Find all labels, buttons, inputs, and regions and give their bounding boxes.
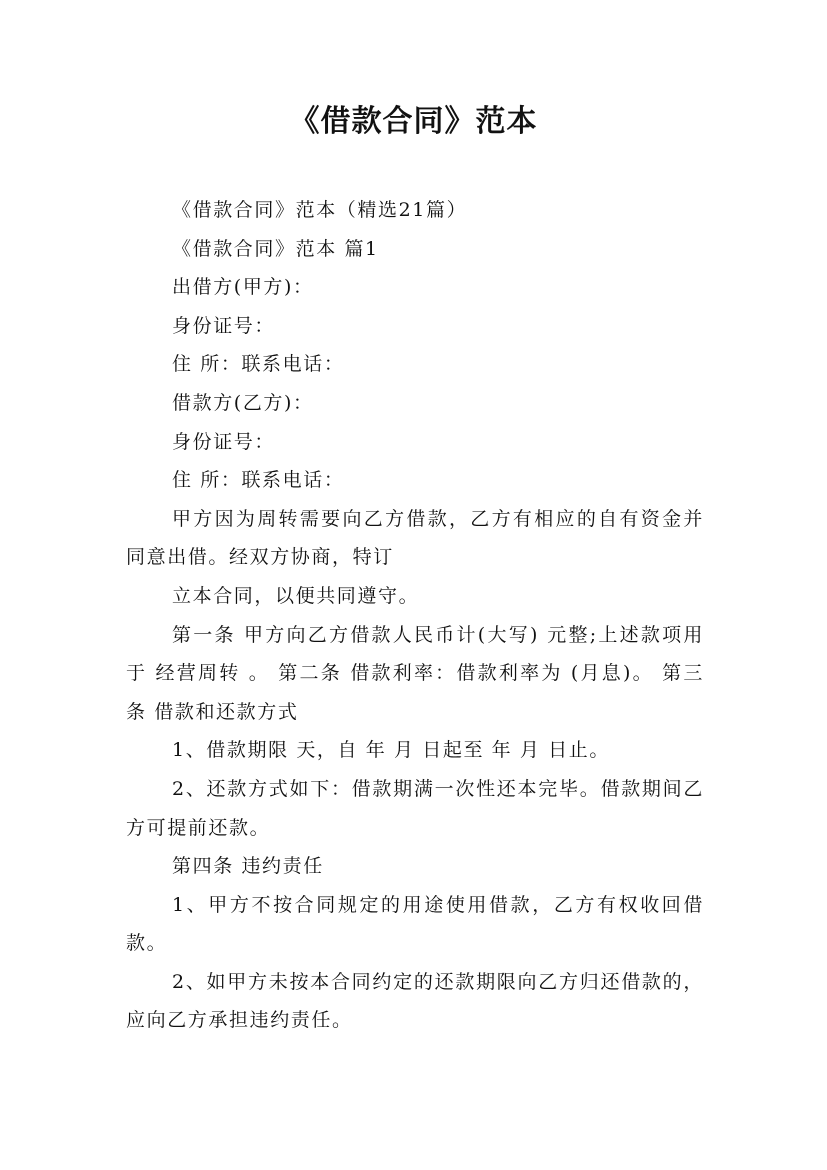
paragraph-lender-id: 身份证号： <box>172 314 276 337</box>
paragraph-term: 1、借款期限 天，自 年 月 日起至 年 月 日止。 <box>172 739 610 762</box>
document-title: 《借款合同》范本 <box>289 104 538 139</box>
paragraph-intro: 甲方因为周转需要向乙方借款，乙方有相应的自有资金并同意出借。经双方协商，特订 <box>126 507 704 569</box>
paragraph-borrower-id: 身份证号： <box>172 430 276 453</box>
paragraph-repayment: 2、还款方式如下：借款期满一次性还本完毕。借款期间乙方可提前还款。 <box>126 777 704 839</box>
document-body <box>126 191 704 1040</box>
paragraph-lender-address: 住 所：联系电话： <box>172 353 345 376</box>
paragraph-lender: 出借方(甲方)： <box>172 276 314 299</box>
paragraph-article-1: 第一条 甲方向乙方借款人民币计(大写) 元整;上述款项用于 经营周转 。 第二条 借款利率：借款利率为 (月息)。 第三条 借款和还款方式 <box>126 623 704 723</box>
paragraph-intro-cont: 立本合同，以便共同遵守。 <box>172 584 420 607</box>
paragraph-subtitle: 《借款合同》范本（精选21篇） <box>172 199 468 221</box>
paragraph-breach-1: 1、甲方不按合同规定的用途使用借款，乙方有权收回借款。 <box>126 893 704 955</box>
paragraph-breach-2: 2、如甲方未按本合同约定的还款期限向乙方归还借款的，应向乙方承担违约责任。 <box>126 970 704 1032</box>
paragraph-borrower: 借款方(乙方)： <box>172 391 314 414</box>
paragraph-section-heading: 《借款合同》范本 篇1 <box>172 237 379 260</box>
paragraph-article-4: 第四条 违约责任 <box>172 855 324 878</box>
paragraph-borrower-address: 住 所：联系电话： <box>172 469 345 492</box>
